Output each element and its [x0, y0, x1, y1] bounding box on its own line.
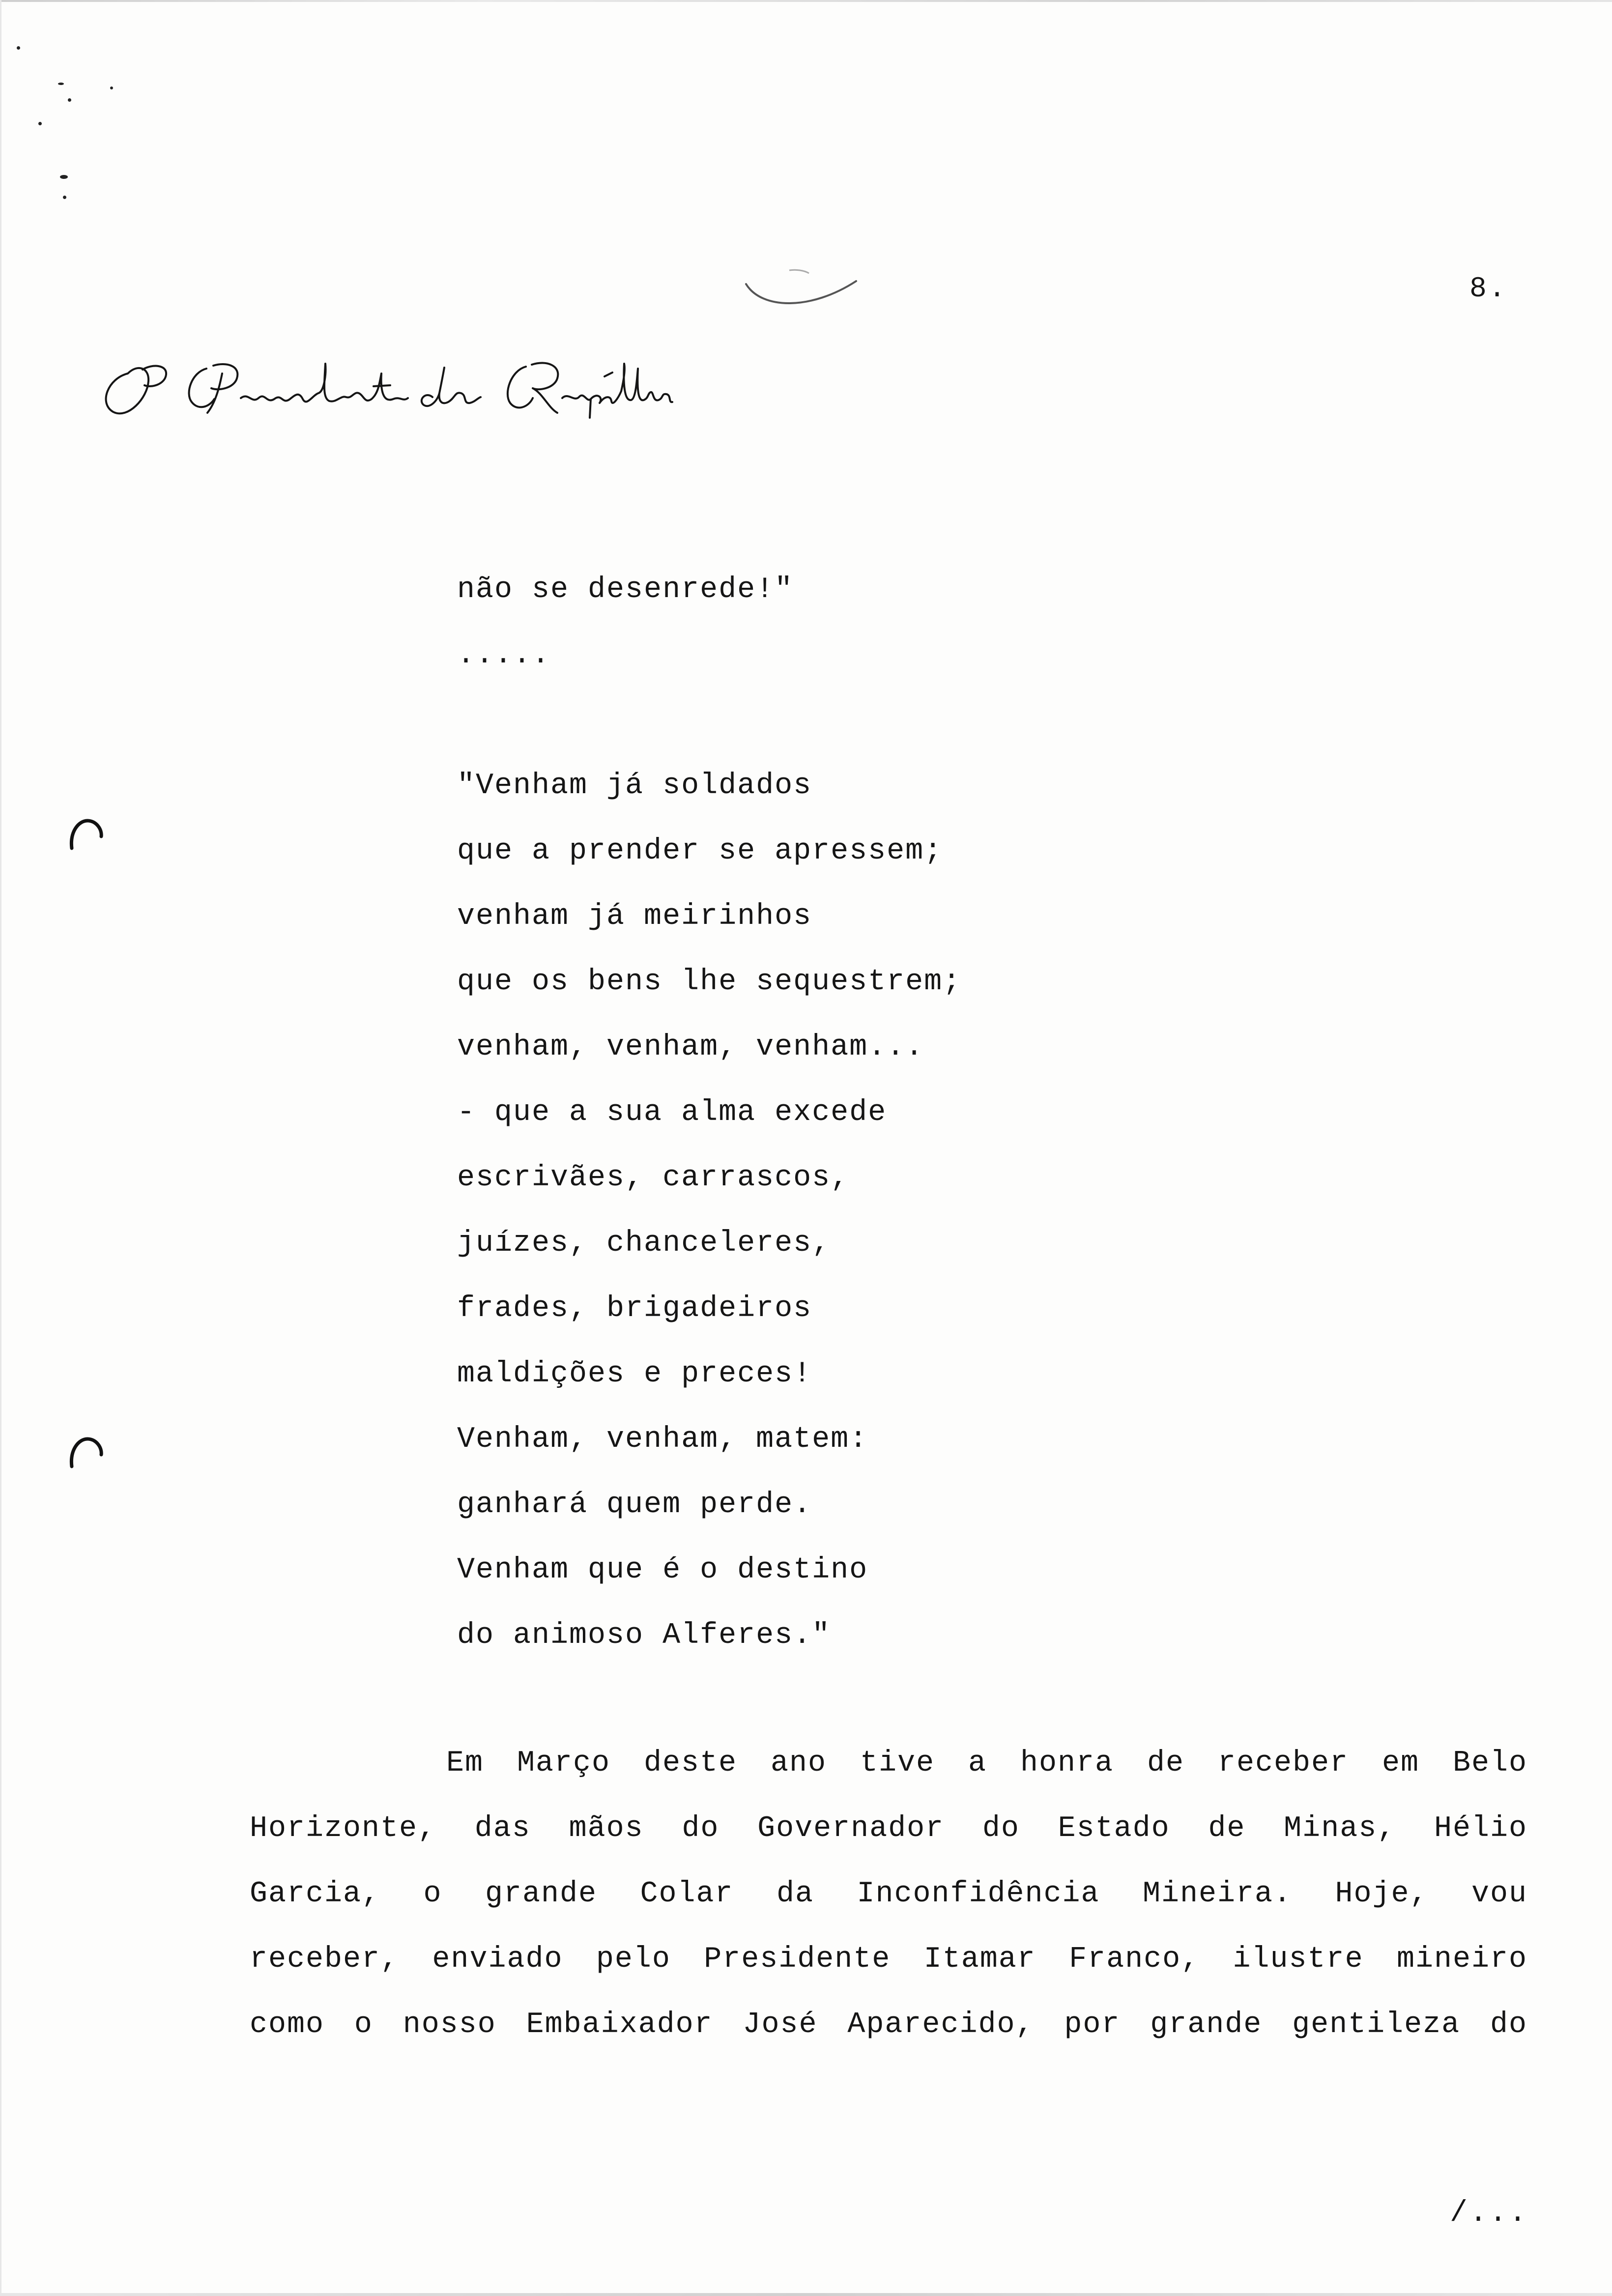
prose-line: Garcia, o grande Colar da Inconfidência Mineira. Hoje, vou: [250, 1877, 1527, 1911]
prose-line: Horizonte, das mãos do Governador do Estado de Minas, Hélio: [250, 1812, 1527, 1845]
poem-line: venham já meirinhos: [457, 900, 812, 933]
pen-stroke-mark: [742, 256, 860, 315]
poem-line: que a prender se apressem;: [457, 834, 943, 868]
margin-speck: [63, 196, 66, 199]
poem-line: que os bens lhe sequestrem;: [457, 965, 962, 999]
poem-line: Venham, venham, matem:: [457, 1423, 868, 1456]
scan-edge-top: [0, 0, 1612, 2]
poem-line: juízes, chanceleres,: [457, 1227, 831, 1260]
poem-line: "Venham já soldados: [457, 769, 812, 803]
poem-line: - que a sua alma excede: [457, 1096, 887, 1129]
poem-line: venham, venham, venham...: [457, 1031, 924, 1064]
letterhead-script: [93, 344, 673, 423]
poem-line: do animoso Alferes.": [457, 1619, 831, 1652]
margin-speck: [17, 46, 20, 50]
margin-speck: [60, 175, 68, 179]
poem-stanza: [457, 570, 961, 1681]
poem-line: maldições e preces!: [457, 1357, 812, 1391]
poem-line: Venham que é o destino: [457, 1553, 868, 1587]
punch-hole-mark: [69, 1435, 103, 1469]
poem-line: não se desenrede!": [457, 573, 794, 606]
page-number: 8.: [1469, 273, 1508, 305]
scan-edge-bottom: [0, 2293, 1612, 2296]
margin-speck: [68, 98, 71, 102]
prose-paragraph: [250, 1744, 1527, 2070]
scan-edge-left: [0, 0, 1, 2296]
continuation-mark: /...: [1450, 2197, 1529, 2230]
margin-speck: [58, 83, 64, 85]
prose-line: receber, enviado pelo Presidente Itamar Franco, ilustre mineiro: [250, 1943, 1527, 1976]
poem-line: frades, brigadeiros: [457, 1292, 812, 1325]
punch-hole-mark: [69, 817, 103, 851]
poem-line: escrivães, carrascos,: [457, 1161, 850, 1195]
poem-line: ganhará quem perde.: [457, 1488, 812, 1521]
margin-speck: [38, 122, 42, 125]
poem-blank-line: [457, 701, 961, 766]
prose-line: Em Março deste ano tive a honra de receber em Belo: [446, 1747, 1527, 1780]
poem-ellipsis: .....: [457, 638, 551, 672]
prose-line: como o nosso Embaixador José Aparecido, por grande gentileza do: [250, 2008, 1527, 2041]
margin-speck: [110, 86, 113, 89]
